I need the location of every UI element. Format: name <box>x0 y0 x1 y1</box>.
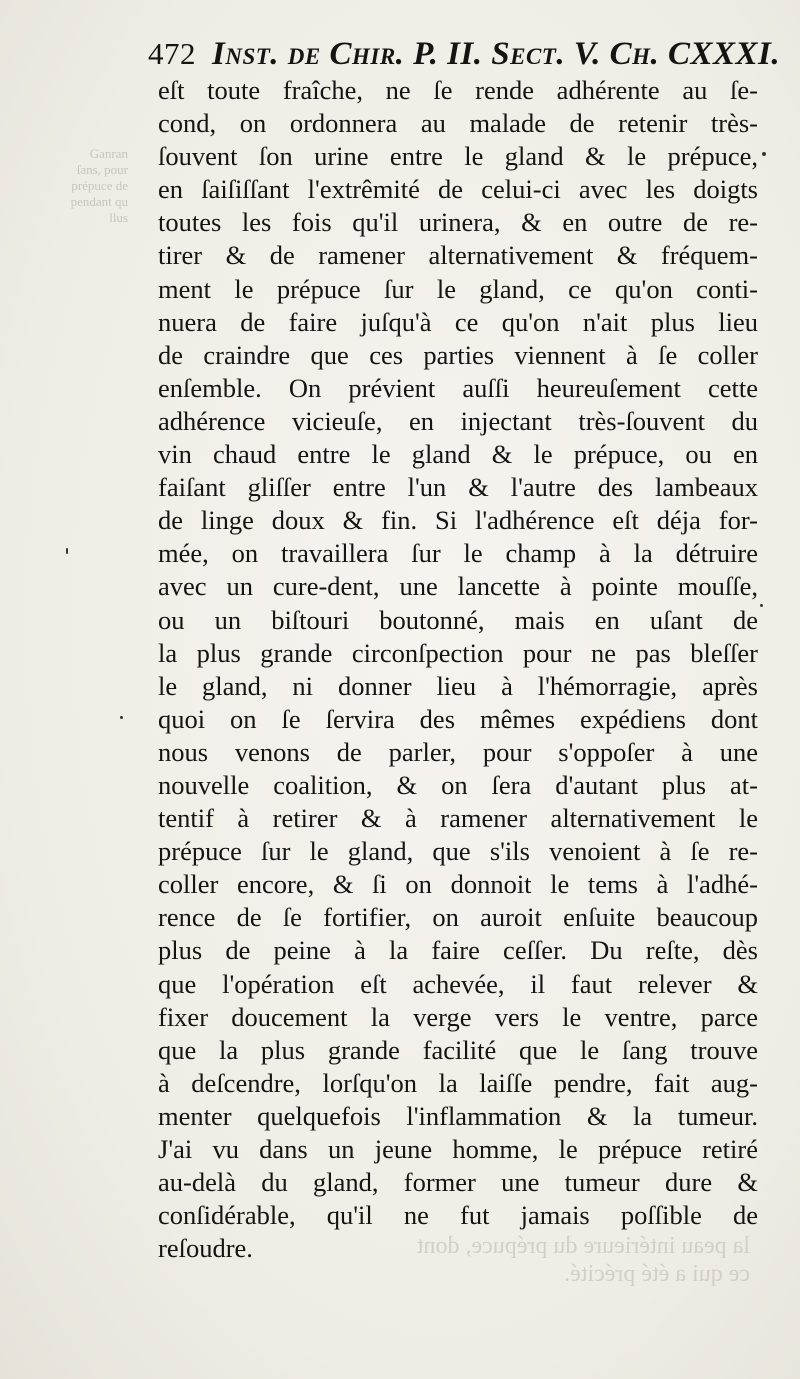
text-line: à deſcendre, lorſqu'on la laiſſe pendre, fait aug- <box>158 1067 758 1098</box>
text-line: de craindre que ces parties viennent à ſe coller <box>158 339 758 370</box>
text-line: adhérence vicieuſe, en injectant très-ſouvent du <box>158 405 758 436</box>
text-line: la plus grande circonſpection pour ne pas bleſſer <box>158 637 758 668</box>
show-through-line: llus <box>109 210 128 225</box>
text-line: le gland, ni donner lieu à l'hémorragie, après <box>158 670 758 701</box>
text-line: toutes les fois qu'il urinera, & en outre de re- <box>158 207 758 238</box>
show-through-line: Ganran <box>89 146 128 161</box>
show-through-line: la peau intérieure du prépuce, dont <box>416 1233 750 1259</box>
text-line: tirer & de ramener alternativement & fréquem- <box>158 240 758 271</box>
text-line: de linge doux & fin. Si l'adhérence eſt déja for- <box>158 505 758 536</box>
text-line: vin chaud entre le gland & le prépuce, ou en <box>158 439 758 470</box>
text-line: ou un biſtouri boutonné, mais en uſant de <box>158 604 758 635</box>
text-line: que l'opération eſt achevée, il faut relever & <box>158 968 758 999</box>
text-line: eſt toute fraîche, ne ſe rende adhérente au ſe- <box>158 75 758 105</box>
ink-speck <box>760 604 763 607</box>
text-line: conſidérable, qu'il ne fut jamais poſſible de <box>158 1200 758 1231</box>
ink-speck <box>66 548 68 554</box>
text-line: au-delà du gland, former une tumeur dure & <box>158 1167 758 1198</box>
text-line: fixer doucement la verge vers le ventre, parce <box>158 1001 758 1032</box>
show-through-bottom <box>190 1232 750 1288</box>
text-line: nous venons de parler, pour s'oppoſer à une <box>158 736 758 767</box>
ink-speck <box>762 152 766 156</box>
text-line: menter quelquefois l'inflammation & la tumeur. <box>158 1100 758 1131</box>
text-line: ment le prépuce ſur le gland, ce qu'on conti- <box>158 273 758 304</box>
text-line: mée, on travaillera ſur le champ à la détruire <box>158 538 758 569</box>
text-line: J'ai vu dans un jeune homme, le prépuce retiré <box>158 1134 758 1164</box>
show-through-line: ce qui a été précité. <box>564 1261 750 1287</box>
text-line: coller encore, & ſi on donnoit le tems à l'adhé- <box>158 869 758 900</box>
text-line: ſouvent ſon urine entre le gland & le prépuce, <box>158 141 758 172</box>
text-line: quoi on ſe ſervira des mêmes expédiens dont <box>158 703 758 734</box>
show-through-line: prépuce de <box>71 178 128 193</box>
text-line: nouvelle coalition, & on ſera d'autant plus at- <box>158 769 758 800</box>
text-line: avec un cure-dent, une lancette à pointe mouſſe, <box>158 571 758 602</box>
text-line: enſemble. On prévient auſſi heureuſement cette <box>158 372 758 403</box>
text-line: reſoudre. <box>158 1233 253 1264</box>
text-line: rence de ſe fortifier, on auroit enſuite beaucoup <box>158 902 758 933</box>
page-number: 472 <box>148 36 196 71</box>
show-through-left-margin <box>18 146 128 226</box>
show-through-line: ſans, pour <box>76 162 128 177</box>
text-line: faiſant gliſſer entre l'un & l'autre des lambeaux <box>158 472 758 503</box>
text-line: plus de peine à la faire ceſſer. Du reſte, dès <box>158 935 758 966</box>
text-line: prépuce ſur le gland, que s'ils venoient à ſe re- <box>158 836 758 867</box>
text-line: tentif à retirer & à ramener alternativement le <box>158 803 758 834</box>
ink-speck <box>120 716 123 719</box>
show-through-line: pendant qu <box>70 194 128 209</box>
text-line: que la plus grande facilité que le ſang trouve <box>158 1034 758 1065</box>
body-text <box>158 74 758 1265</box>
text-line: en ſaiſiſſant l'extrêmité de celui-ci avec les doigts <box>158 174 758 205</box>
chapter-title: Inst. de Chir. P. II. Sect. V. Ch. CXXXI. <box>212 36 781 72</box>
text-line: cond, on ordonnera au malade de retenir très- <box>158 108 758 139</box>
text-line: nuera de faire juſqu'à ce qu'on n'ait plus lieu <box>158 306 758 337</box>
